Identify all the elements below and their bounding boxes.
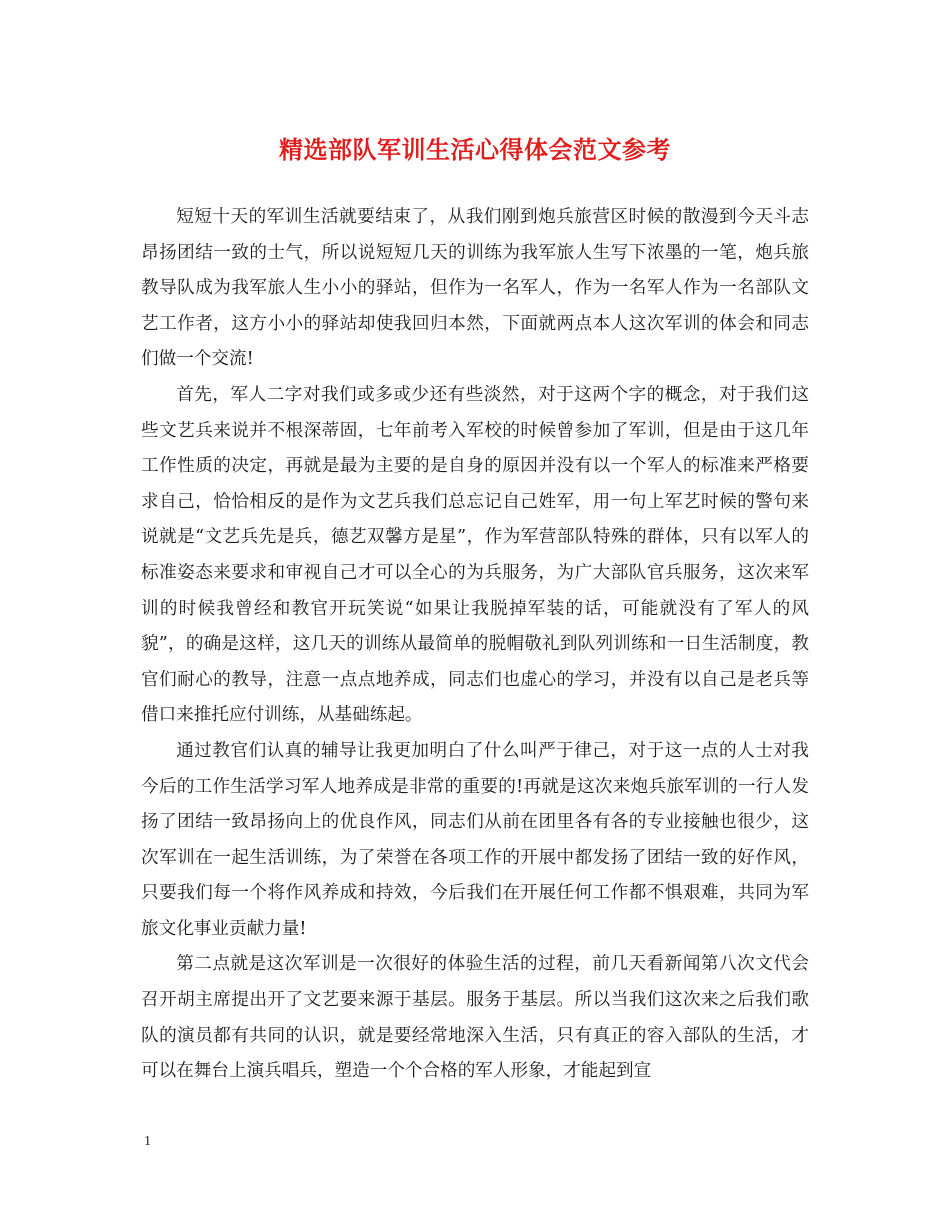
document-title: 精选部队军训生活心得体会范文参考 — [279, 135, 671, 164]
paragraph-2: 首先，军人二字对我们或多或少还有些淡然，对于这两个字的概念，对于我们这些文艺兵来说并不根深蒂固，七年前考入军校的时候曾参加了军训，但是由于这几年工作性质的决定，再就是最为主要的是自身的原因并没有以一个军人的标准来严格要求自己，恰恰相反的是作为文艺兵我们总忘记自己姓军，用一句上军艺时候的警句来说就是“文艺兵先是兵，德艺双馨方是星”，作为军营部队特殊的群体，只有以军人的标准姿态来要求和审视自己才可以全心的为兵服务，为广大部队官兵服务，这次来军训的时候我曾经和教官开玩笑说“如果让我脱掉军装的话，可能就没有了军人的风貌”，的确是这样，这几天的训练从最简单的脱帽敬礼到队列训练和一日生活制度，教官们耐心的教导，注意一点点地养成，同志们也虚心的学习，并没有以自己是老兵等借口来推托应付训练，从基础练起。 — [141, 384, 809, 726]
document-body — [141, 200, 809, 1090]
paragraph-4: 第二点就是这次军训是一次很好的体验生活的过程，前几天看新闻第八次文代会召开胡主席提出开了文艺要来源于基层。服务于基层。所以当我们这次来之后我们歌队的演员都有共同的认识，就是要经常地深入生活，只有真正的容入部队的生活，才可以在舞台上演兵唱兵，塑造一个个合格的军人形象，才能起到宣 — [141, 954, 809, 1082]
paragraph-3: 通过教官们认真的辅导让我更加明白了什么叫严于律己，对于这一点的人士对我今后的工作生活学习军人地养成是非常的重要的!再就是这次来炮兵旅军训的一行人发扬了团结一致昂扬向上的优良作风，同志们从前在团里各有各的专业接触也很少，这次军训在一起生活训练，为了荣誉在各项工作的开展中都发扬了团结一致的好作风，只要我们每一个将作风养成和持效，今后我们在开展任何工作都不惧艰难，共同为军旅文化事业贡献力量! — [141, 740, 809, 939]
page-number: 1 — [144, 1134, 151, 1149]
paragraph-1: 短短十天的军训生活就要结束了，从我们刚到炮兵旅营区时候的散漫到今天斗志昂扬团结一致的士气，所以说短短几天的训练为我军旅人生写下浓墨的一笔，炮兵旅教导队成为我军旅人生小小的驿站，但作为一名军人，作为一名军人作为一名部队文艺工作者，这方小小的驿站却使我回归本然，下面就两点本人这次军训的体会和同志们做一个交流! — [141, 207, 809, 370]
